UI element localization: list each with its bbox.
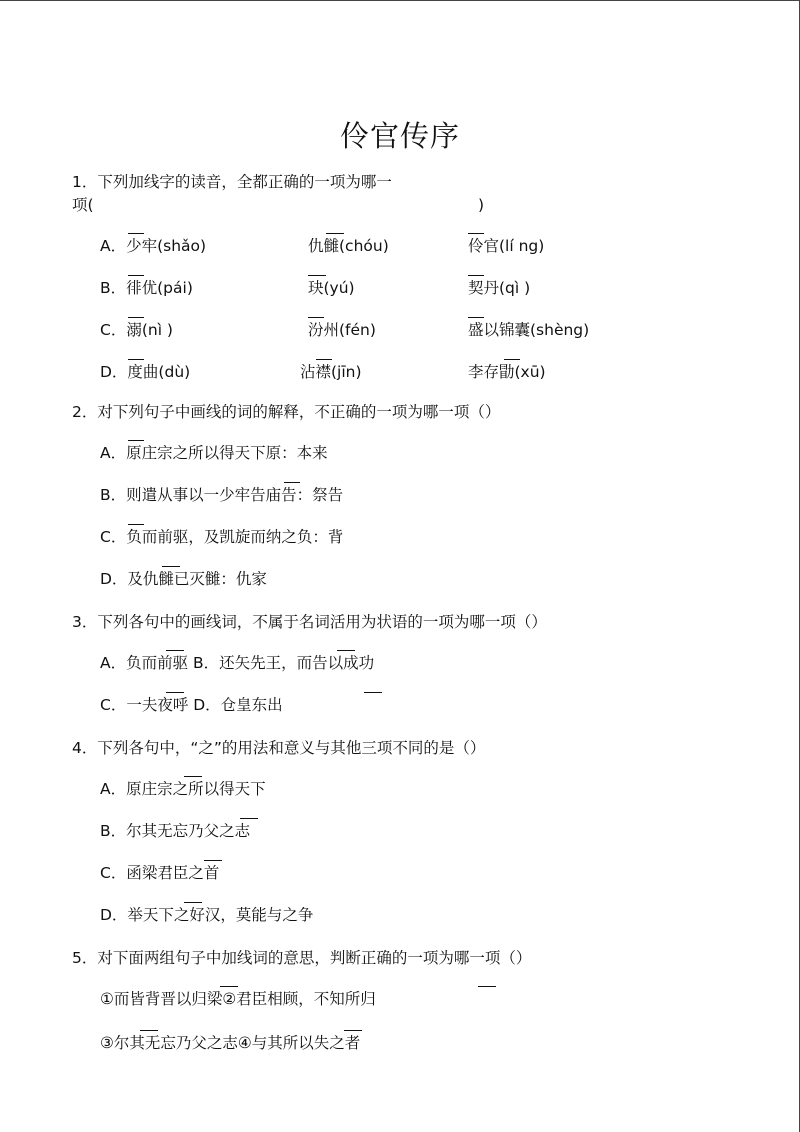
underline-mark (140, 1030, 158, 1031)
q3-option-cd: C．一夫夜呼 D．仓皇东出 (100, 696, 283, 714)
underline-mark (162, 566, 180, 567)
q2-option-b: B．则遣从事以一少牢告庙告：祭告 (100, 486, 344, 504)
q2-option-d: D．及仇雠已灭雠：仇家 (100, 570, 267, 588)
underline-mark (337, 650, 355, 651)
underline-mark (128, 524, 144, 525)
q3-stem: 3．下列各句中的画线词，不属于名词活用为状语的一项为哪一项（） (72, 613, 547, 631)
underline-mark (316, 359, 332, 360)
q1-option-a-3: 伶官(lí ng) (468, 237, 545, 255)
underline-mark (166, 692, 184, 693)
q1-stem-line2: 项( (72, 196, 94, 214)
q4-option-b: B．尔其无忘乃父之志 (100, 822, 251, 840)
underline-mark (128, 440, 144, 441)
underline-mark (184, 776, 202, 777)
underline-mark (220, 986, 238, 987)
q2-stem: 2．对下列句子中画线的词的解释，不正确的一项为哪一项（） (72, 403, 501, 421)
q1-option-c-1: C．溺(nì ) (100, 321, 173, 339)
q2-option-a: A．原庄宗之所以得天下原：本来 (100, 444, 328, 462)
q1-option-d-1: D．度曲(dù) (100, 363, 191, 381)
q5-stem: 5．对下面两组句子中加线词的意思，判断正确的一项为哪一项（） (72, 949, 532, 967)
underline-mark (468, 233, 484, 234)
underline-mark (128, 233, 144, 234)
q1-option-b-1: B．徘优(pái) (100, 279, 193, 297)
q4-option-a: A．原庄宗之所以得天下 (100, 780, 266, 798)
q3-option-ab: A．负而前驱 B．还矢先王，而告以成功 (100, 654, 375, 672)
q5-line-1: ①而皆背晋以归梁②君臣相顾，不知所归 (100, 990, 376, 1008)
underline-mark (326, 233, 344, 234)
underline-mark (184, 902, 202, 903)
underline-mark (468, 317, 484, 318)
q1-paren-close: ) (478, 196, 485, 214)
underline-mark (128, 317, 144, 318)
q2-option-c: C．负而前驱，及凯旋而纳之负：背 (100, 528, 344, 546)
q1-stem-line1: 1．下列加线字的读音，全都正确的一项为哪一 (72, 173, 392, 191)
underline-mark (240, 818, 258, 819)
underline-mark (308, 317, 324, 318)
q5-line-2: ③尔其无忘乃父之志④与其所以失之者 (100, 1034, 361, 1052)
underline-mark (364, 692, 382, 693)
underline-mark (478, 986, 496, 987)
page-border-top (0, 0, 800, 1)
q1-option-c-3: 盛以锦囊(shèng) (468, 321, 590, 339)
underline-mark (504, 359, 520, 360)
underline-mark (308, 275, 326, 276)
q1-option-a-1: A．少牢(shǎo) (100, 237, 207, 255)
q4-option-d: D．举天下之好汉，莫能与之争 (100, 906, 314, 924)
q1-option-a-2: 仇雠(chóu) (308, 237, 389, 255)
underline-mark (128, 275, 144, 276)
q1-option-d-2: 沾襟(jīn) (300, 363, 362, 381)
underline-mark (468, 275, 484, 276)
q1-option-b-3: 契丹(qì ) (468, 279, 531, 297)
q1-option-c-2: 汾州(fén) (308, 321, 376, 339)
q1-option-d-3: 李存勖(xū) (468, 363, 546, 381)
underline-mark (128, 359, 144, 360)
underline-mark (344, 1030, 362, 1031)
q4-stem: 4．下列各句中，“之”的用法和意义与其他三项不同的是（） (72, 739, 486, 757)
q4-option-c: C．函梁君臣之首 (100, 864, 220, 882)
underline-mark (204, 860, 222, 861)
page-title: 伶官传序 (339, 119, 460, 153)
underline-mark (284, 482, 300, 483)
underline-mark (166, 650, 184, 651)
q1-option-b-2: 玦(yú) (308, 279, 355, 297)
